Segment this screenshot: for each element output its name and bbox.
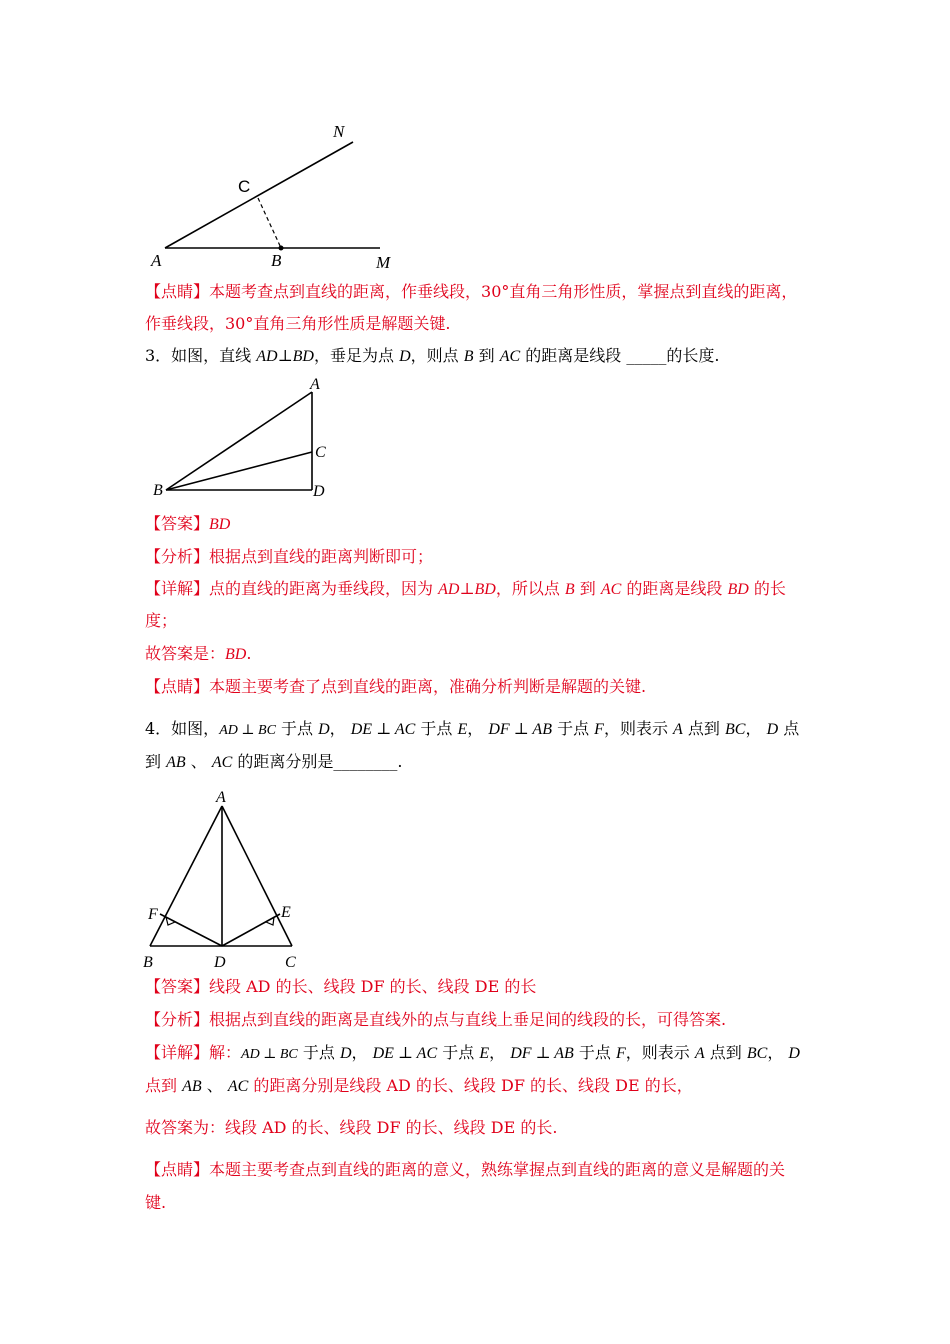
q3-detail-text: 到 [574,579,601,598]
q2-dianjing-line1 [145,281,797,303]
q3-detail-text: ，所以点 [495,579,565,598]
q3-label-d: D [313,483,325,500]
q4-dianjing-tag: 【点睛】 [145,1160,210,1179]
q4-detail-point-f: F [616,1045,626,1062]
q2-dianjing-tag: 【点睛】 [145,282,210,301]
q4-detail-line-ac: AC [227,1078,249,1095]
q3-detail-tag: 【详解】 [145,579,210,598]
q4-point-f: F [594,721,604,738]
q3-label-c: C [315,444,326,461]
q4-detail-cond-de-ac: DE ⊥ AC [372,1045,438,1062]
q4-detail-text: 点到 [704,1043,747,1062]
q3-text: 的距离是线段 [520,346,627,365]
q4-question-line1 [145,718,799,742]
q3-answer-tag: 【答案】 [145,514,210,533]
q3-text: 到 [473,346,500,365]
q4-detail-text: 点到 [145,1076,183,1095]
q4-cond-de-ac: DE ⊥ AC [350,721,416,738]
q3-detail-text: 点的直线的距离为垂线段，因为 [209,579,439,598]
q3-detail-seg: AD⊥BD [438,581,496,598]
q4-text: 点 [778,719,800,738]
q3-detail-line-ac: AC [600,581,622,598]
q4-text: 于点 [551,719,595,738]
q3-analysis-tag: 【分析】 [145,547,210,566]
figure-q3-triangle [145,372,345,502]
q4-point-d: D [318,721,330,738]
q4-label-c: C [285,954,296,971]
q4-comma: ， [329,719,351,738]
q4-cond-ad-bc: AD ⊥ BC [219,723,276,738]
q2-dianjing-text: 本题考查点到直线的距离，作垂线段，30°直角三角形性质，掌握点到直线的距离， [209,282,798,301]
label-b: B [271,251,282,270]
q4-line-ab: AB [166,754,186,771]
q3-text: 的长度. [666,346,720,365]
q4-detail-text: 于点 [573,1043,617,1062]
q4-text: 点到 [682,719,726,738]
q4-detail-text: 的距离分别是线段 AD 的长、线段 DF 的长、线段 DE 的长， [248,1076,693,1095]
q4-detail-point-d2: D [788,1045,800,1062]
q3-text: ，则点 [410,346,464,365]
q4-point-a: A [673,721,683,738]
q4-answer-text: 线段 AD 的长、线段 DF 的长、线段 DE 的长 [209,977,537,996]
q3-conclusion-text: 故答案是： [145,644,226,663]
q4-analysis-tag: 【分析】 [145,1010,210,1029]
q4-detail-line-ab: AB [182,1078,202,1095]
q4-detail-point-e: E [479,1045,490,1062]
q3-dianjing-tag: 【点睛】 [145,677,210,696]
q4-text: 的距离分别是________. [232,752,403,771]
label-m: M [376,253,391,272]
q3-detail-point-b: B [564,581,575,598]
q4-point-d2: D [766,721,779,738]
q4-comma: ， [467,719,489,738]
q4-analysis-text: 根据点到直线的距离是直线外的点与直线上垂足间的线段的长，可得答案. [209,1010,727,1029]
q4-dianjing-line1 [145,1159,785,1181]
q4-detail-text: 于点 [297,1043,340,1062]
q3-conclusion-text: . [246,644,252,663]
label-a: A [151,251,162,270]
q4-text: ，则表示 [603,719,674,738]
q4-detail-comma: ， [351,1043,373,1062]
q4-conclusion: 故答案为：线段 AD 的长、线段 DF 的长、线段 DE 的长. [145,1118,558,1137]
q4-text: 于点 [415,719,458,738]
figure-q4-triangle [140,786,315,972]
q3-conclusion [145,643,251,666]
q3-dianjing-text: 本题主要考查了点到直线的距离，准确分析判断是解题的关键. [209,677,647,696]
label-c: C [238,177,251,196]
q4-point-e: E [457,721,468,738]
q4-label-b: B [143,954,153,971]
q3-detail-seg-bd: BD [727,581,749,598]
q4-text: 于点 [275,719,319,738]
q4-answer [145,976,536,998]
q3-question [145,345,719,368]
q3-line-ac: AC [499,348,521,365]
q3-blank: _____ [626,346,667,365]
q4-text: 到 [145,752,167,771]
q4-detail-cond-df-ab: DF ⊥ AB [510,1045,574,1062]
q4-label-e: E [281,904,291,921]
q4-comma: ， [745,719,767,738]
q4-analysis [145,1009,726,1031]
q2-dianjing-line2: 作垂线段，30°直角三角形性质是解题关键. [145,314,451,333]
q3-detail-text: 的长 [748,579,786,598]
q4-number: 4．如图， [145,719,220,738]
q4-detail-line-bc: BC [746,1045,768,1062]
q4-dianjing-text: 本题主要考查点到直线的距离的意义，熟练掌握点到直线的距离的意义是解题的关 [209,1160,786,1179]
q3-answer-text: BD [209,516,231,533]
q4-detail-tag: 【详解】 [145,1043,210,1062]
q4-question-line2 [145,751,402,774]
q3-detail [145,578,786,601]
q3-seg-ad-bd: AD⊥BD [256,348,314,365]
q4-dianjing-line2: 键. [145,1193,167,1212]
figure-angle-nam [140,118,420,278]
q3-point-d: D [399,348,411,365]
q4-label-f: F [148,906,158,923]
q4-answer-tag: 【答案】 [145,977,210,996]
q4-detail-comma: ， [767,1043,789,1062]
q4-line-bc: BC [725,721,746,738]
q4-detail-line1 [145,1042,800,1066]
q4-detail-cond-ad-bc: AD ⊥ BC [241,1047,298,1062]
label-n: N [333,122,345,141]
q3-label-b: B [153,482,163,499]
q4-sep: 、 [185,752,212,771]
q4-label-d: D [214,954,226,971]
q3-analysis-text: 根据点到直线的距离判断即可； [209,547,434,566]
q4-cond-df-ab: DF ⊥ AB [488,721,552,738]
q4-detail-line2 [145,1075,693,1098]
q4-detail-point-d: D [339,1045,352,1062]
q4-line-ac: AC [211,754,233,771]
q3-detail-line2: 度； [145,611,178,630]
q4-detail-point-a: A [694,1045,705,1062]
q4-detail-text: ，则表示 [625,1043,695,1062]
q3-analysis [145,546,433,568]
q4-detail-text: 解： [209,1043,242,1062]
q4-label-a: A [216,789,226,806]
q3-answer [145,513,230,536]
q4-detail-comma: ， [489,1043,511,1062]
q4-detail-sep: 、 [201,1076,228,1095]
q4-detail-text: 于点 [437,1043,480,1062]
q3-text: ，垂足为点 [313,346,400,365]
q3-label-a: A [310,376,320,393]
q3-detail-text: 的距离是线段 [621,579,728,598]
q3-conclusion-bd: BD [225,646,247,663]
q3-number: 3．如图，直线 [145,346,257,365]
q3-point-b: B [463,348,474,365]
q3-dianjing [145,676,646,698]
